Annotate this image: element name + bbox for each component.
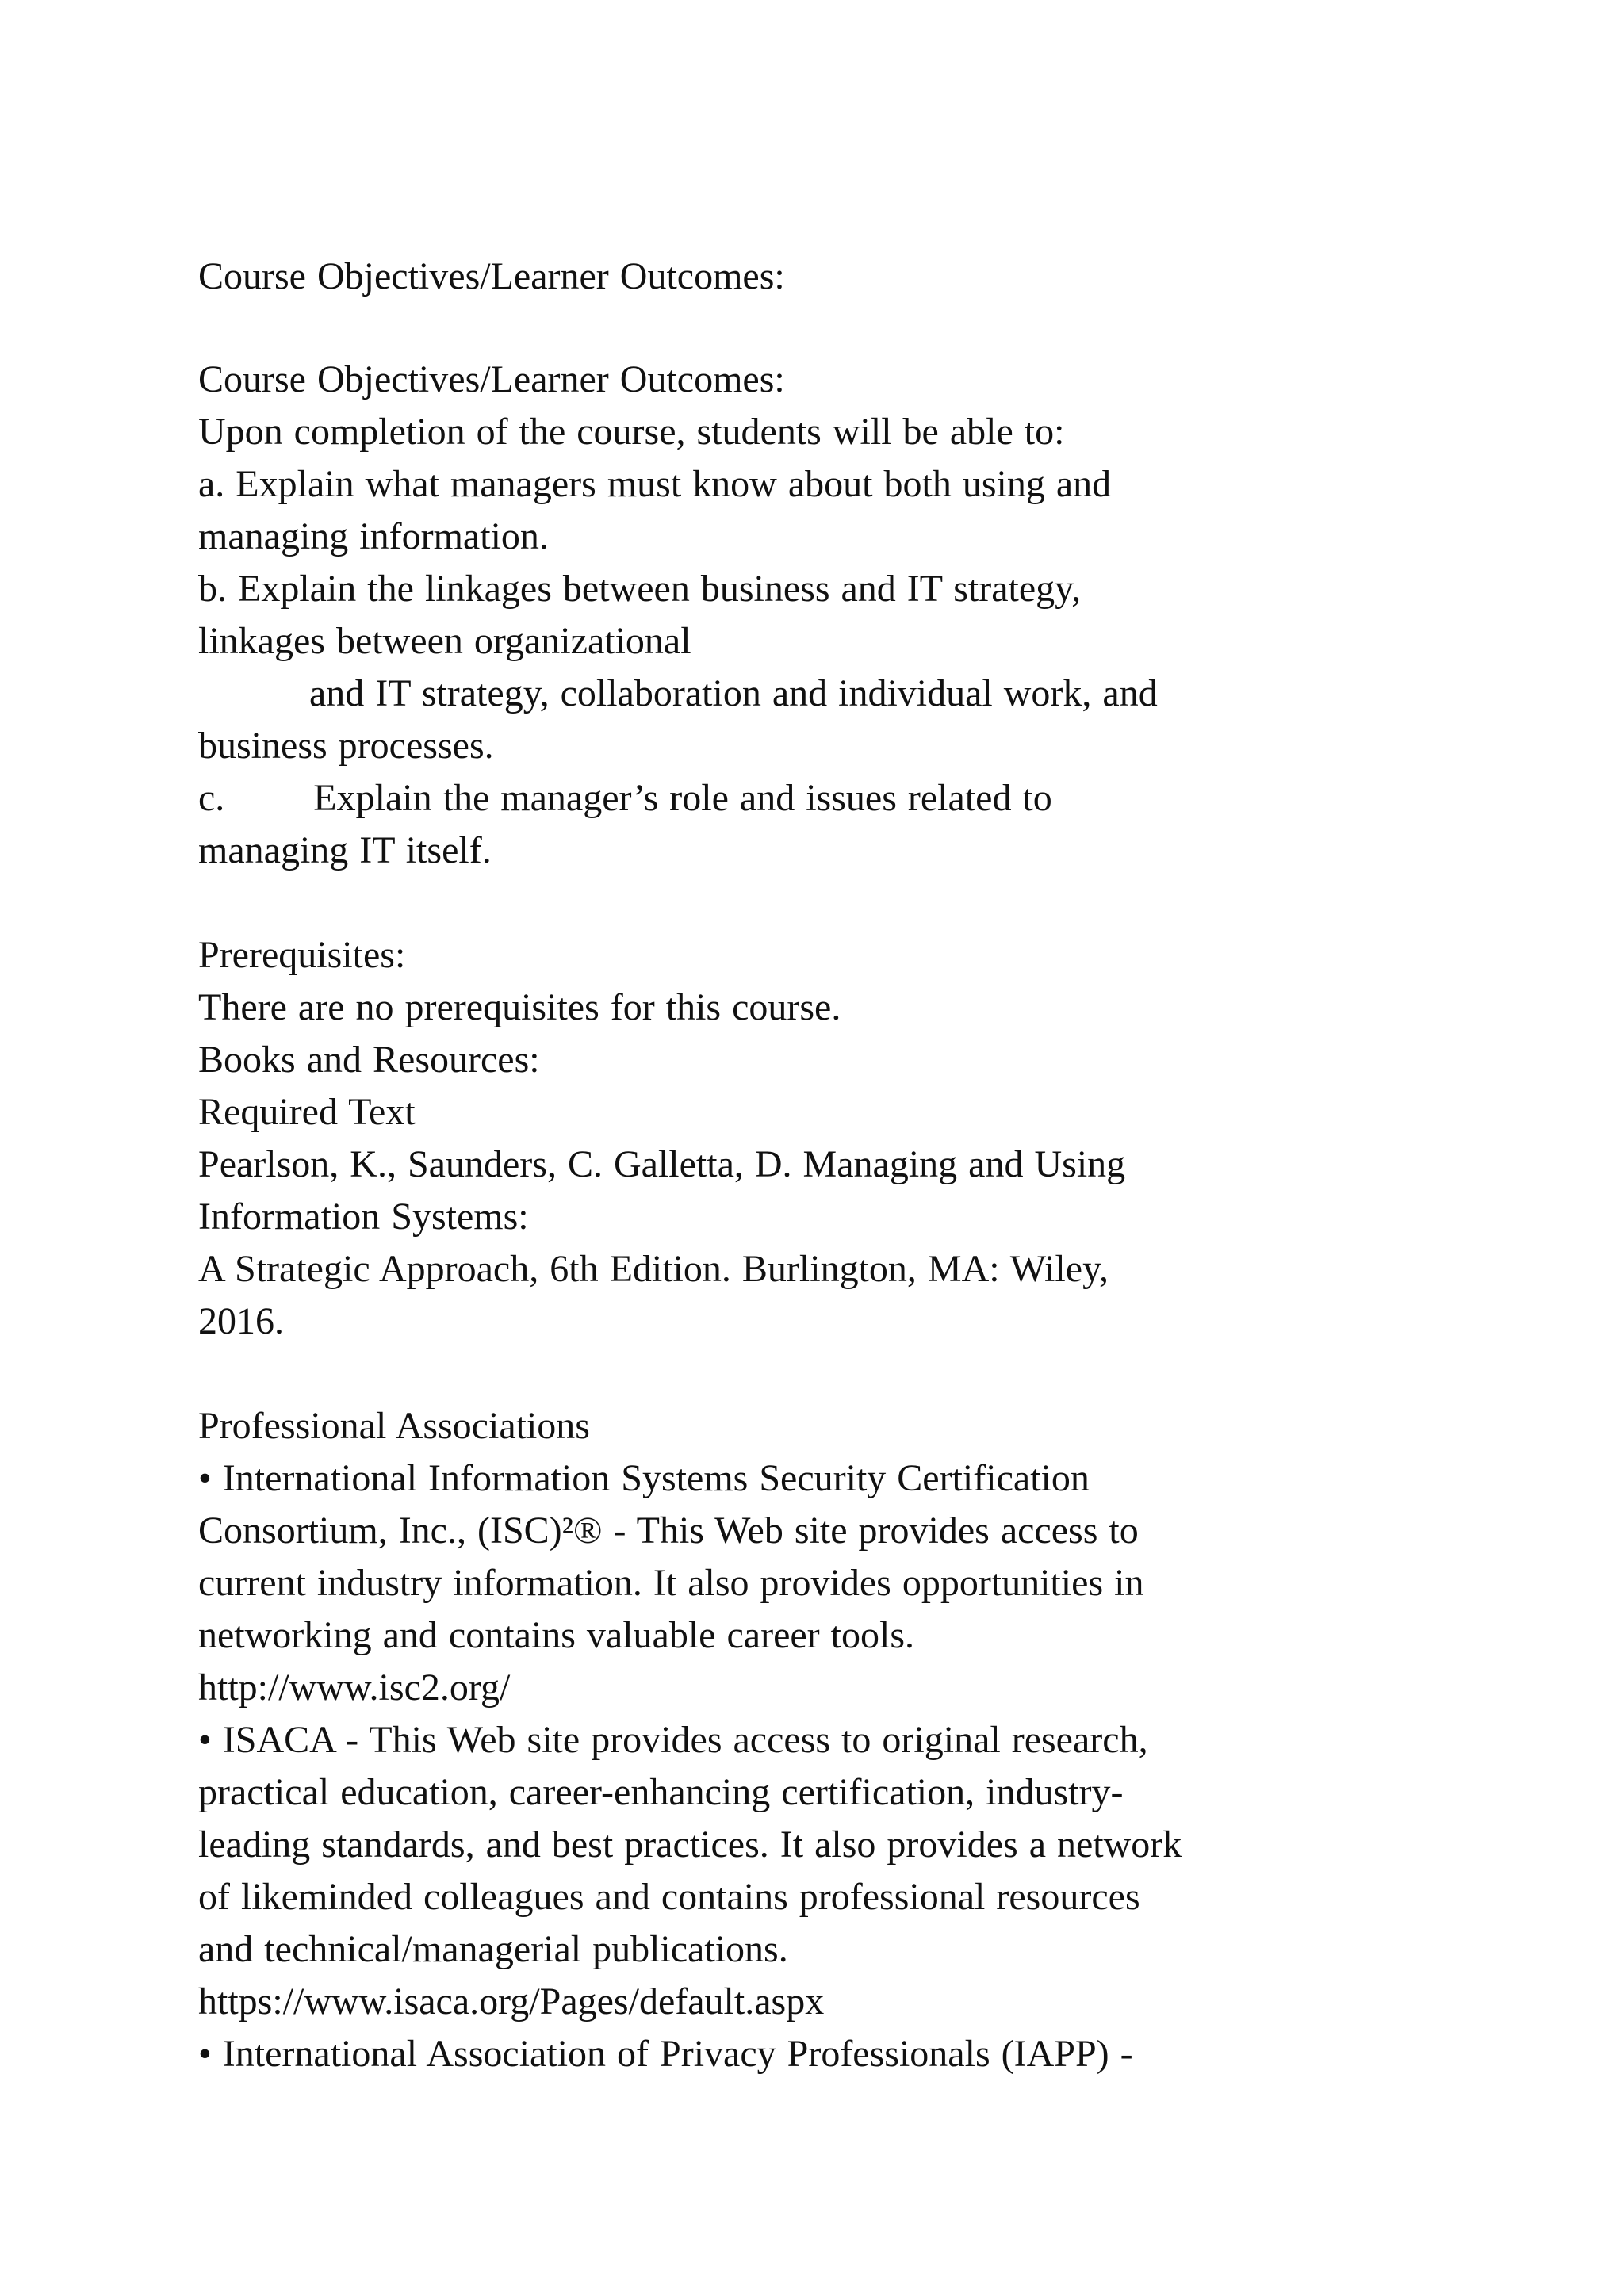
doc-heading-prerequisites: Prerequisites: [198, 934, 406, 976]
doc-text-line: current industry information. It also provides opportunities in [198, 1562, 1144, 1604]
doc-text-line: Upon completion of the course, students will be able to: [198, 411, 1065, 453]
doc-text-line: Pearlson, K., Saunders, C. Galletta, D. Managing and Using [198, 1143, 1126, 1185]
doc-text-line: business processes. [198, 725, 494, 767]
doc-subheading-course-objectives: Course Objectives/Learner Outcomes: [198, 358, 785, 400]
doc-bullet-iapp: • International Association of Privacy Professionals (IAPP) - [198, 2033, 1133, 2075]
doc-text-line: of likeminded colleagues and contains professional resources [198, 1876, 1140, 1918]
doc-text-line: managing information. [198, 515, 549, 557]
doc-heading-professional-associations: Professional Associations [198, 1405, 590, 1447]
doc-text-line: Consortium, Inc., (ISC)²® - This Web site provides access to [198, 1510, 1139, 1552]
doc-text-line: Information Systems: [198, 1196, 529, 1238]
doc-text-line: networking and contains valuable career tools. [198, 1614, 915, 1656]
doc-objective-a: a. Explain what managers must know about both using and [198, 463, 1112, 505]
doc-text-line: leading standards, and best practices. It also provides a network [198, 1823, 1182, 1866]
doc-objective-c: c. Explain the manager’s role and issues related to [198, 777, 1052, 819]
doc-bullet-isc2: • International Information Systems Security Certification [198, 1457, 1090, 1499]
doc-text-line: A Strategic Approach, 6th Edition. Burlington, MA: Wiley, [198, 1248, 1109, 1290]
doc-text-line: There are no prerequisites for this course. [198, 986, 841, 1028]
doc-text-line: 2016. [198, 1300, 284, 1342]
doc-heading-books-resources: Books and Resources: [198, 1039, 540, 1081]
doc-text-line: and technical/managerial publications. [198, 1928, 788, 1970]
doc-bullet-isaca: • ISACA - This Web site provides access to original research, [198, 1719, 1148, 1761]
doc-heading-course-objectives: Course Objectives/Learner Outcomes: [198, 255, 785, 297]
doc-text-line: and IT strategy, collaboration and individual work, and [198, 672, 1158, 714]
doc-url-isc2: http://www.isc2.org/ [198, 1667, 511, 1709]
doc-text-line: managing IT itself. [198, 829, 492, 871]
doc-text-line: practical education, career-enhancing certification, industry- [198, 1771, 1124, 1813]
doc-text-line: linkages between organizational [198, 620, 691, 662]
doc-heading-required-text: Required Text [198, 1091, 416, 1133]
doc-objective-b: b. Explain the linkages between business and IT strategy, [198, 568, 1082, 610]
doc-url-isaca: https://www.isaca.org/Pages/default.aspx [198, 1980, 825, 2022]
